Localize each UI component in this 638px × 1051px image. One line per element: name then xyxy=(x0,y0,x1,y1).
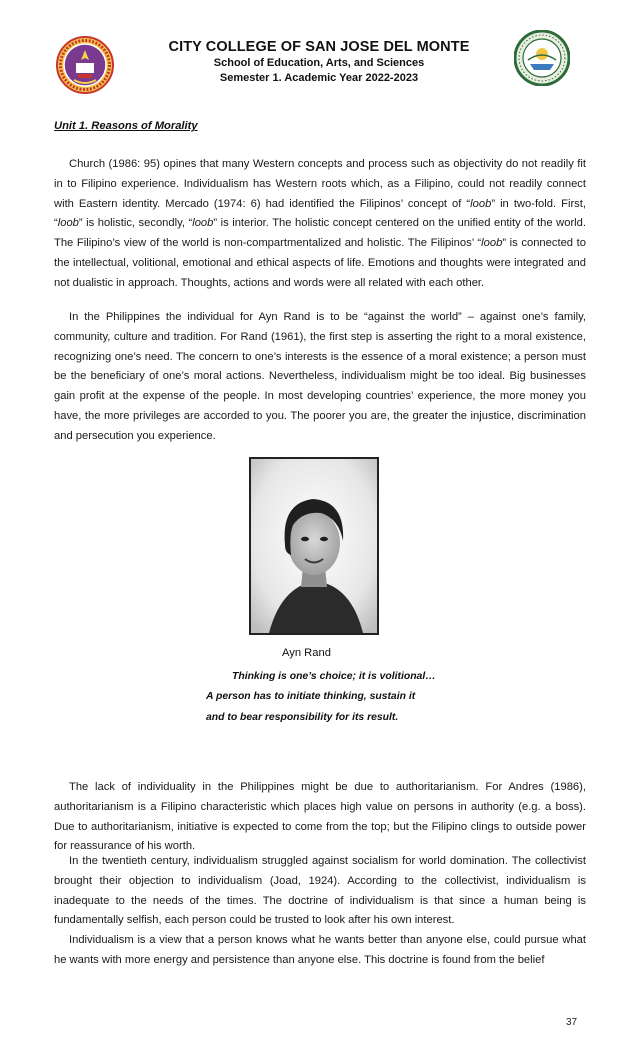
college-name: CITY COLLEGE OF SAN JOSE DEL MONTE xyxy=(168,39,470,55)
semester-line: Semester 1. Academic Year 2022-2023 xyxy=(219,72,419,84)
quote-line: and to bear responsibility for its result. xyxy=(206,712,399,723)
page-header xyxy=(0,38,638,86)
page-number: 37 xyxy=(566,1017,578,1028)
paragraph-4: In the twentieth century, individualism struggled against socialism for world domination. The collectivist brought their objection to individualism (Joad, 1924). According to the collectivist, individualism is inadequate to the needs of the times. The doctrine of individualism is that since a human being is fundamentally selfish, each person could be trusted to look after his own interest. xyxy=(54,855,586,927)
quote-line: A person has to initiate thinking, sustain it xyxy=(206,691,416,702)
paragraph-3: The lack of individuality in the Philippines might be due to authoritarianism. For Andres (1986), authoritarianism is a Filipino characteristic which places high value on persons in authority (e.g. a boss). Due to authoritarianism, initiative is expected to come from the top; but the Filipino clings to outside power for reassurance of his worth. xyxy=(54,781,586,853)
paragraph-1: Church (1986: 95) opines that many Western concepts and process such as objectivity do not readily fit in to Filipino experience. Individualism has Western roots which, as a Filipino, could not readily connect with Eastern identity. Mercado (1974: 6) had identified the Filipinos’ concept of “loob” in two-fold. First, “loob” is holistic, secondly, “loob” is interior. The holistic concept centered on the unified entity of the world. The Filipino’s view of the world is non-compartmentalized and holistic. The Filipinos’ “loob” is connected to the intellectual, volitional, emotional and ethical aspects of life. Emotions and thoughts were integrated and not dualistic in approach. Thoughts, actions and words were all related with each other. xyxy=(54,158,586,289)
unit-title: Unit 1. Reasons of Morality xyxy=(54,120,198,132)
paragraph-2: In the Philippines the individual for Ayn Rand is to be “against the world” – against one’s family, community, culture and tradition. For Rand (1961), the first step is asserting the right to a moral existence, recognizing one’s need. The concern to one’s interests is the essence of a moral existence; a person must be the beneficiary of one’s moral actions. Nevertheless, individualism might be too ideal. Big businesses gain profit at the expense of the people. In most developing countries’ experience, the more money you have, the more privileges are accorded to you. The poorer you are, the greater the injustice, discrimination and persecution you experience. xyxy=(54,311,586,442)
school-name: School of Education, Arts, and Sciences xyxy=(213,57,425,69)
quote-line: Thinking is one’s choice; it is volitional… xyxy=(232,671,436,682)
figure-caption: Ayn Rand xyxy=(282,647,331,659)
paragraph-5: Individualism is a view that a person knows what he wants better than anyone else, could pursue what he wants with more energy and persistence than anyone else. This doctrine is found from the belief xyxy=(54,934,586,966)
portrait-photo xyxy=(249,457,379,635)
